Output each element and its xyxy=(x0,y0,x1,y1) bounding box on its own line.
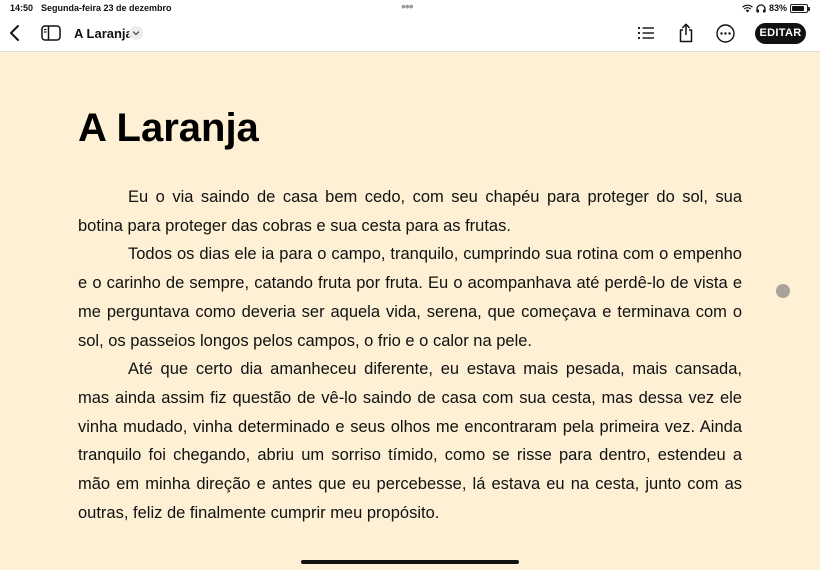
status-indicators xyxy=(742,3,808,13)
document-body xyxy=(78,104,742,527)
status-bar xyxy=(0,2,820,16)
paragraph: Eu o via saindo de casa bem cedo, com seu chapéu para proteger do sol, sua botina para proteger das cobras e sua cesta para as frutas. xyxy=(78,188,742,235)
status-date: Segunda-feira 23 de dezembro xyxy=(41,3,172,13)
share-icon[interactable] xyxy=(677,23,695,43)
document-title-menu[interactable]: A Laranja xyxy=(74,26,133,41)
multitasking-dots-icon[interactable]: ••• xyxy=(401,0,413,14)
more-options-icon[interactable] xyxy=(716,24,735,43)
battery-percentage: 83% xyxy=(768,3,787,13)
wifi-icon xyxy=(742,4,753,13)
document-heading: A Laranja xyxy=(78,106,259,150)
table-of-contents-icon[interactable] xyxy=(637,25,655,41)
home-indicator[interactable] xyxy=(301,560,519,564)
paragraph: Todos os dias ele ia para o campo, tranquilo, cumprindo sua rotina com o empenho e o carinho de sempre, catando fruta por fruta. Eu o acompanhava até perdê-lo de vista e me perguntava como deveria ser aquela vida, serena, que começava e terminava com o sol, os passeios longos pelos campos, o frio e o calor na pele. xyxy=(78,245,742,350)
edit-button[interactable]: EDITAR xyxy=(755,23,806,44)
status-time: 14:50 xyxy=(10,3,34,13)
sidebar-toggle-icon[interactable] xyxy=(41,25,61,41)
top-bar xyxy=(0,0,820,52)
chevron-down-icon[interactable] xyxy=(129,26,143,40)
paragraph: Até que certo dia amanheceu diferente, eu estava mais pesada, mais cansada, mas ainda assim fiz questão de vê-lo saindo de casa com sua cesta, mas dessa vez ele vinha mudado, vinha determinado e seus olhos me encontraram pela primeira vez. Ainda tranquilo foi chegando, abriu um sorriso tímido, como se risse para dentro, estendeu a mão em minha direção e antes que eu percebesse, lá estava eu na cesta, junto com as outras, feliz de finalmente cumprir meu propósito. xyxy=(78,360,742,522)
scroll-indicator[interactable] xyxy=(776,284,790,298)
battery-fill xyxy=(792,6,804,11)
headphones-icon xyxy=(756,4,766,13)
navigation-bar xyxy=(0,20,820,48)
battery-icon xyxy=(790,4,808,13)
back-chevron-icon[interactable] xyxy=(8,24,22,42)
